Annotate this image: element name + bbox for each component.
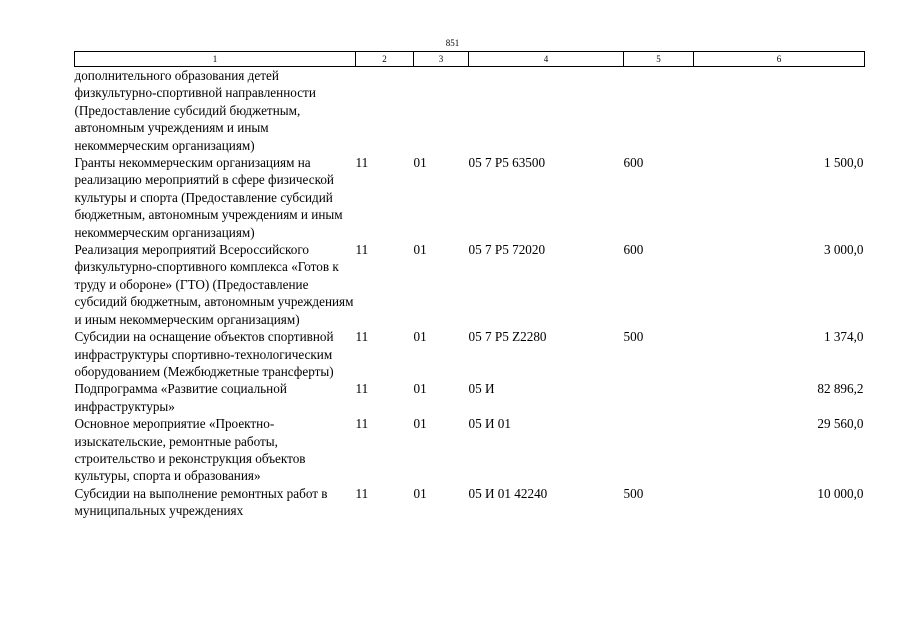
row-expense-type: 600 <box>623 242 644 258</box>
row-target-code: 05 И <box>468 381 495 397</box>
table-row <box>75 328 865 380</box>
table-row <box>75 415 865 485</box>
row-section: 11 <box>355 485 369 501</box>
row-expense-type <box>624 67 694 155</box>
row-subsection <box>414 67 469 155</box>
row-section <box>356 67 414 155</box>
row-amount: 10 000,0 <box>817 485 864 501</box>
row-amount <box>694 67 865 155</box>
row-subsection: 01 <box>413 485 427 501</box>
page-number: 851 <box>445 38 460 48</box>
row-target-code: 05 7 P5 63500 <box>468 155 546 171</box>
row-amount: 1 500,0 <box>823 155 864 171</box>
row-name: дополнительного образования детей физкультурно-спортивной направленности (Предоставление субсидий бюджетным, автономным учреждениям и иным некоммерческим организациям) <box>74 68 316 153</box>
table-header <box>75 52 865 67</box>
row-subsection: 01 <box>413 155 427 171</box>
row-section: 11 <box>355 155 369 171</box>
table-row <box>75 485 865 520</box>
row-subsection: 01 <box>413 329 427 345</box>
row-target-code: 05 7 P5 Z2280 <box>468 329 547 345</box>
row-expense-type <box>624 415 694 485</box>
column-header-6: 6 <box>694 52 865 67</box>
row-expense-type <box>624 380 694 415</box>
row-amount: 82 896,2 <box>817 381 864 397</box>
row-name: Субсидии на оснащение объектов спортивной инфраструктуры спортивно-технологическим оборудованием (Межбюджетные трансферты) <box>74 329 334 379</box>
column-header-5: 5 <box>624 52 694 67</box>
row-subsection: 01 <box>413 242 427 258</box>
row-name: Гранты некоммерческим организациям на реализацию мероприятий в сфере физической культуры и спорта (Предоставление субсидий бюджетным, автономным учреждениям и иным некоммерческим организациям) <box>74 155 343 240</box>
row-amount: 1 374,0 <box>823 329 864 345</box>
row-expense-type: 500 <box>623 329 644 345</box>
table-row <box>75 241 865 328</box>
row-amount: 29 560,0 <box>817 416 864 432</box>
row-target-code <box>469 67 624 155</box>
table-row <box>75 380 865 415</box>
row-expense-type: 500 <box>623 485 644 501</box>
row-section: 11 <box>355 416 369 432</box>
row-subsection: 01 <box>413 416 427 432</box>
column-header-3: 3 <box>414 52 469 67</box>
row-section: 11 <box>355 242 369 258</box>
header-row <box>75 52 865 67</box>
row-name: Подпрограмма «Развитие социальной инфраструктуры» <box>74 381 287 414</box>
row-section: 11 <box>355 381 369 397</box>
column-header-1: 1 <box>75 52 356 67</box>
column-header-4: 4 <box>469 52 624 67</box>
row-name: Реализация мероприятий Всероссийского физкультурно-спортивного комплекса «Готов к труду и обороне» (ГТО) (Предоставление субсидий бюджетным, автономным учреждениям и иным некоммерческим организациям) <box>74 242 354 327</box>
row-target-code: 05 7 P5 72020 <box>468 242 546 258</box>
row-section: 11 <box>355 329 369 345</box>
table-body <box>75 67 865 520</box>
column-header-2: 2 <box>356 52 414 67</box>
row-subsection: 01 <box>413 381 427 397</box>
row-expense-type: 600 <box>623 155 644 171</box>
row-target-code: 05 И 01 <box>468 416 511 432</box>
table-row <box>75 67 865 155</box>
row-name: Субсидии на выполнение ремонтных работ в муниципальных учреждениях <box>74 485 328 519</box>
row-name: Основное мероприятие «Проектно-изыскательские, ремонтные работы, строительство и реконструкция объектов культуры, спорта и образования» <box>74 416 306 484</box>
row-target-code: 05 И 01 42240 <box>468 485 548 501</box>
row-amount: 3 000,0 <box>823 242 864 258</box>
budget-table <box>74 51 865 520</box>
table-row <box>75 154 865 241</box>
